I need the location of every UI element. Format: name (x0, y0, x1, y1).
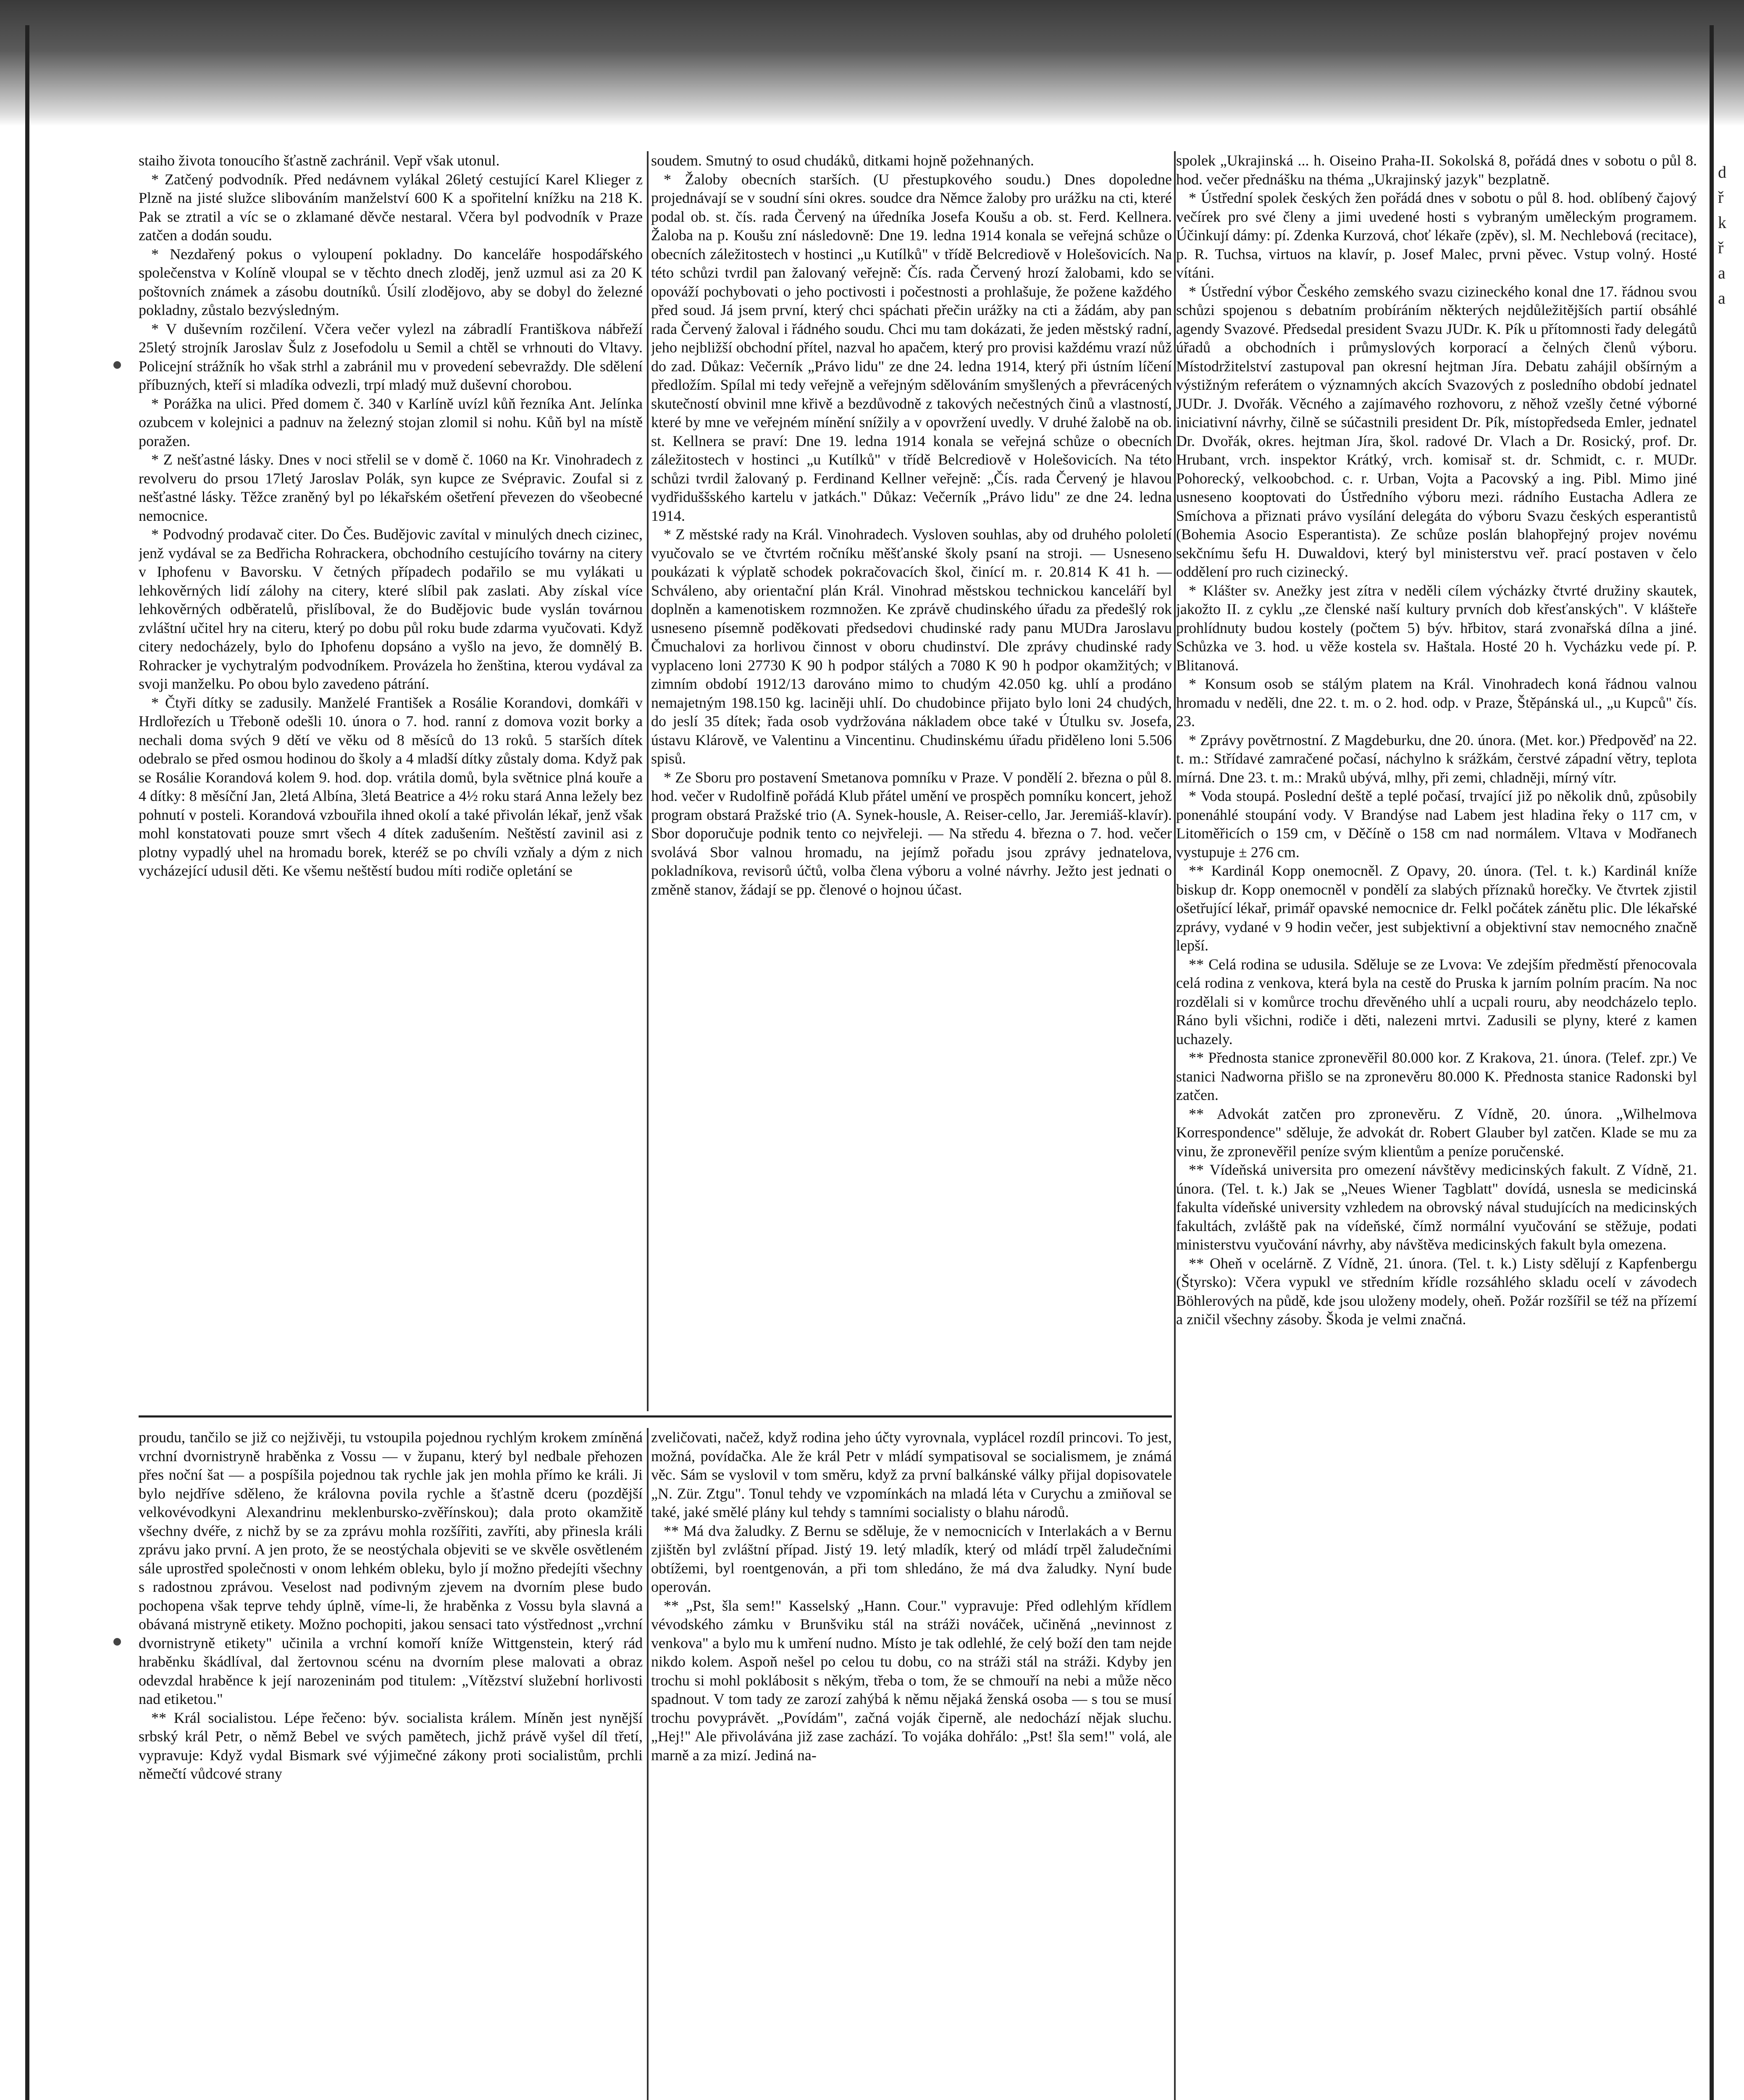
column-1-top (139, 151, 643, 1411)
column-divider-1 (647, 151, 649, 1411)
article-paragraph: * Ústřední spolek českých žen pořádá dnes v sobotu o půl 8. hod. oblíbený čajový večírek pro své členy a jimi uvedené hosti s vybraným uměleckým programem. Účinkují dámy: pí. Zdenka Kurzová, choť lékaře (zpěv), sl. M. Nechlebová (recitace), p. R. Tuchsa, virtuos na klavír, p. Josef Malec, prvni pěvec. Vstup volný. Hosté vítáni. (1176, 189, 1697, 281)
article-paragraph: * Voda stoupá. Poslední deště a teplé počasí, trvající již po několik dnů, způsobily ponenáhlé stoupání vody. V Brandýse nad Labem jest hladina řeky o 117 cm, v Litoměřicích o 159 cm, v Děčíně o 158 cm nad normálem. Vltava v Modřanech vystupuje ± 276 cm. (1176, 788, 1697, 861)
article-paragraph: zveličovati, načež, když rodina jeho účty vyrovnala, vyplácel rozdíl princovi. To jest, možná, povídačka. Ale že král Petr v mládí sympatisoval se socialismem, je známá věc. Sám se vyslovil v tom směru, když za první balkánské války přijal dopisovatele „N. Zür. Ztgu". Tonul tehdy ve vzpomínkách na mladá léta v Curychu a zmiňoval se také, jaké smělé plány kul tehdy s tamními socialisty o blahu národů. (651, 1429, 1172, 1520)
edge-glyph: k (1718, 213, 1726, 232)
article-paragraph: * Podvodný prodavač citer. Do Čes. Budějovic zavítal v minulých dnech cizinec, jenž vydával se za Bedřicha Rohrackera, obchodního cestujícího továrny na citery v Iphofenu v Bavorsku. V četných případech podařilo se mu vylákati u lehkověrných lidí zálohy na citery, které slíbil pak zaslati. Aby získal více lehkověrných odběratelů, přislíboval, že do Budějovic bude vyslán továrnou zvláštní učitel hry na citeru, který po dobu půl roku bude zdarma vyučovati. Když citery nedocházely, bylo do Iphofenu dopsáno a vyšlo na jevo, že domnělý B. Rohracker je vychytralým podvodníkem. Provázela ho ženština, kterou vydával za svoji manželku. Po obou bylo zavedeno pátrání. (139, 526, 643, 692)
edge-glyph: ř (1718, 188, 1724, 207)
article-paragraph: ** Má dva žaludky. Z Bernu se sděluje, že v nemocnicích v Interlakách a v Bernu zjištěn byl zvláštní případ. Jistý 19. letý mladík, který od mládí trpěl žaludečními obtížemi, byl roentgenován, a při tom shledáno, že má dva žaludky. Nyní bude operován. (651, 1522, 1172, 1595)
article-paragraph: ** Celá rodina se udusila. Sděluje se ze Lvova: Ve zdejším předměstí přenocovala celá rodina z venkova, která byla na cestě do Pruska k jarním polním pracím. Na noc rozdělali si v komůrce trochu dřevěného uhlí a ucpali rouru, aby neodcházelo teplo. Ráno byli všichni, rodiče i děti, nalezeni mrtvi. Zadusili se plyny, které z kamen uchazely. (1176, 956, 1697, 1047)
article-paragraph: * Ze Sboru pro postavení Smetanova pomníku v Praze. V pondělí 2. března o půl 8. hod. večer v Rudolfině pořádá Klub přátel umění ve prospěch pomníku koncert, jehož program obstará Pražské trio (A. Synek-housle, A. Reiser-cello, Jar. Jeremiáš-klavír). Sbor doporučuje podnik tento co nejvřeleji. — Na středu 4. března o 7. hod. večer svolává Sbor valnou hromadu, na jejímž pořadu jsou zprávy jednatelova, pokladníkova, revisorů účtů, volba člena výboru a volné návrhy. Ježto jest jednati o změně stanov, žádají se pp. členové o hojnou účast. (651, 769, 1172, 898)
margin-mark (113, 361, 121, 369)
column-divider-2 (1174, 151, 1176, 2100)
article-paragraph: soudem. Smutný to osud chudáků, ditkami hojně požehnaných. (651, 152, 1034, 169)
article-paragraph: ** Kardinál Kopp onemocněl. Z Opavy, 20. února. (Tel. t. k.) Kardinál kníže biskup dr. Kopp onemocněl v pondělí za slabých příznaků horečky. Ve čtvrtek zjistil ošetřující lékař, primář opavské nemocnice dr. Felkl počátek zánětu plic. Dle lékařské zprávy, vydané v 9 hodin večer, jest subjektivní a objektivní stav nemocného značně lepší. (1176, 862, 1697, 954)
article-paragraph: ** Vídeňská universita pro omezení návštěvy medicinských fakult. Z Vídně, 21. února. (Tel. t. k.) Jak se „Neues Wiener Tagblatt" dovídá, usnesla se medicinská fakulta vídeňské university vzhledem na obrovský nával studujících na medicinských fakultách, zvláště pak na vídeňské, čímž normální vyučování se stěžuje, podati ministerstvu vyučování návrhy, aby návštěva medicinských fakult byla omezena. (1176, 1161, 1697, 1253)
adjacent-page-edge (1718, 160, 1739, 311)
article-paragraph: * Klášter sv. Anežky jest zítra v neděli cílem výcházky čtvrté družiny skautek, jakožto II. z cyklu „ze členské naší kultury prvních dob křesťanských". V klášteře prohlídnuty budou kostely (počtem 5) býv. hřbitov, stará zvonařská dílna a jiné. Schůzka ve 3. hod. u věže kostela sv. Haštala. Hosté 20 h. Vycházku vede pí. P. Blitanová. (1176, 582, 1697, 674)
article-paragraph: staiho života tonoucího šťastně zachránil. Vepř však utonul. (139, 152, 500, 169)
column-2-top (651, 151, 1172, 1411)
column-3 (1176, 151, 1697, 2100)
article-paragraph: * Z městské rady na Král. Vinohradech. Vysloven souhlas, aby od druhého pololetí vyučovalo se ve čtvrtém ročníku měšťanské školy psaní na stroji. — Usneseno poukázati k výplatě schodek pokračovacích škol, činící m. r. 20.814 K 41 h. — Schváleno, aby orientační plán Král. Vinohrad městskou technickou kanceláří byl doplněn a kamenotiskem rozmnožen. Ke zprávě chudinského úřadu za předešlý rok usneseno písemně poděkovati předsedovi chudinské rady panu MUDra Jaroslavu Čmuchalovi za horlivou činnost v oboru chudinství. Dle zprávy chudinské rady vyplaceno loni 27730 K 90 h podpor stálých a 7080 K 90 h podpor okamžitých; v zimním období 1912/13 darováno mimo to chudým 42.050 kg. uhlí a prodáno nemajetným 198.150 kg. laciněji uhlí. Do chudobince přijato bylo loni 24 chudých, do jeslí 35 dítek; řada osob vydržována nákladem obce také v Útulku sv. Josefa, ústavu Klárově, ve Valentinu a Vincentinu. Chudinskému úřadu přiděleno loni 5.506 spisů. (651, 526, 1172, 767)
margin-mark (113, 1638, 121, 1646)
article-paragraph: * Konsum osob se stálým platem na Král. Vinohradech koná řádnou valnou hromadu v neděli, dne 22. t. m. o 2. hod. odp. v Praze, Štěpánská ul., „u Kupců" čís. 23. (1176, 675, 1697, 730)
article-paragraph: * Z nešťastné lásky. Dnes v noci střelil se v domě č. 1060 na Kr. Vinohradech z revolveru do prsou 17letý Jaroslav Polák, syn kupce ze Svépravic. Zoufal si z nešťastné lásky. Těžce zraněný byl po lékařském ošetření převezen do všeobecné nemocnice. (139, 451, 643, 524)
article-paragraph: * Zprávy povětrnostní. Z Magdeburku, dne 20. února. (Met. kor.) Předpověď na 22. t. m.: Střídavé zamračené počasí, náchylno k srážkám, čerstvé západní větry, teplota mírná. Dne 23. t. m.: Mraků ubývá, mlhy, při zemi, chladněji, mírný vítr. (1176, 731, 1697, 786)
article-paragraph: * V duševním rozčilení. Včera večer vylezl na zábradlí Františkova nábřeží 25letý strojník Jaroslav Šulz z Josefodolu u Semil a chtěl se vrhnouti do Vltavy. Policejní strážník ho však strhl a zabránil mu v provedení sebevraždy. Dle sdělení příbuzných, kteří si mladíka odvezli, trpí mladý muž duševní chorobou. (139, 320, 643, 393)
article-paragraph: proudu, tančilo se již co nejživěji, tu vstoupila pojednou rychlým krokem zmíněná vrchní dvornistryně hraběnka z Vossu — v županu, který byl nedbale přehozen přes noční šat — a pospíšila pojednou tak rychle jak jen mohla přímo ke králi. Ji bylo nejdříve sděleno, že královna povila rychle a šťastně dceru (pozdější velkovévodkyni Alexandrinu meklenbursko-zvěřínskou); dala proto okamžitě všechny dvéře, z nichž by se za zprávu mohla rozšířiti, zavříti, aby přinesla králi zprávu jako první. A jen proto, že se neostýchala objeviti se ve skvěle osvětleném sále uprostřed společnosti v onom lehkém obleku, bylo jí možno předejíti všechny s radostnou zprávou. Veselost nad podivným zjevem na dvorním plese budo pochopena však teprve tehdy úplně, víme-li, že hraběnka z Vossu byla slavná a obávaná mistryně etikety. Možno pochopiti, jakou sensaci tato výstřednost „vrchní dvornistryně etikety" učinila a vrchní komoří kníže Wittgenstein, který rád hraběnku škádlíval, dal žertovnou scénu na dvorním plese malovati a obraz odevzdal hraběnce k její narozeninám pod titulem: „Vítězství služební horlivosti nad etiketou." (139, 1429, 643, 1707)
edge-glyph: a (1718, 263, 1726, 282)
feuilleton-rule (139, 1415, 1172, 1418)
column-1-bottom (139, 1428, 643, 2100)
article-paragraph: * Žaloby obecních starších. (U přestupkového soudu.) Dnes dopoledne projednávají se v soudní síni okres. soudce dra Němce žaloby pro urážku na cti, které podal ob. st. čís. rada Červený na úředníka Josefa Koušu a ob. st. Ferd. Kellnera. Žaloba na p. Koušu zní následovně: Dne 19. ledna 1914 konala se veřejná schůze o obecních záležitostech v hostinci „u Kutílků" v třídě Belcrediově v Holešovicích. Na této schůzi tvrdil pan žalovaný veřejně: Čís. rada Červený hrozí žalobami, kdo se opováží pochybovati o jeho poctivosti i počestnosti a prohlašuje, že požene každého před soud. Já jsem první, který chci spáchati přečin urážky na cti a žádám, aby pan rada Červený žaloval i řádného soudu. Chci mu tam dokázati, že jeden městský radní, jeho nejbližší obchodní přítel, nazval ho apačem, který pro provisi každému vrazí nůž do zad. Důkaz: Večerník „Právo lidu" ze dne 24. ledna 1914, který při ústním líčení předložím. Spílal mi tedy veřejně a veřejným sdělováním smyšlených a převrácených skutečností obvinil mne křivě a bezdůvodně z takových nečestných činů a vlastností, které by mne ve veřejném mínění snížily a v opovržení uvedly. V druhé žalobě na ob. st. Kellnera se praví: Dne 19. ledna 1914 konala se veřejná schůze o obecních záležitostech v hostinci „u Kutílků" v třídě Belcrediově v Holešovicích. Na této schůzi tvrdil žalovaný p. Ferdinand Kellner veřejně: „Čís. rada Červený je hlavou vydřiduššského kartelu v jatkách." Důkaz: Večerník „Právo lidu" ze dne 24. ledna 1914. (651, 171, 1172, 524)
column-2-bottom (651, 1428, 1172, 2100)
article-paragraph: ** Král socialistou. Lépe řečeno: býv. socialista králem. Míněn jest nynější srbský král Petr, o němž Bebel ve svých pamětech, jichž právě vyšel díl třetí, vypravuje: Když vydal Bismark své výjimečné zákony proti socialistům, prchli němečtí vůdcové strany (139, 1709, 643, 1782)
article-paragraph: * Čtyři dítky se zadusily. Manželé František a Rosálie Korandovi, domkáři v Hrdlořezích u Třeboně odešli 10. února o 7. hod. ranní z domova vozit borky a nechali doma svých 9 dětí ve věku od 8 měsíců do 13 roků. 5 starších dítek odebralo se před osmou hodinou do školy a 4 mladší dítky zůstaly doma. Když pak se Rosálie Korandová kolem 9. hod. dop. vrátila domů, byla světnice plná kouře a 4 dítky: 8 měsíční Jan, 2letá Albína, 3letá Beatrice a 4½ roku stará Anna ležely bez pohnutí v posteli. Korandová vzbouřila ihned okolí a také přivolán lékař, jenž však mohl konstatovati pouze smrt všech 4 dítek zadušením. Neštěstí zavinil asi z plotny vypadlý uhel na hromadu borek, kteréž se po chvíli vzňaly a dým z nich vycházející udusil děti. Ke všemu neštěstí budou míti rodiče opletání se (139, 694, 643, 879)
article-paragraph: ** Přednosta stanice zpronevěřil 80.000 kor. Z Krakova, 21. února. (Telef. zpr.) Ve stanici Nadworna přišlo se na zpronevěru 80.000 K. Přednosta stanice Radonski byl zatčen. (1176, 1049, 1697, 1103)
article-paragraph: ** Oheň v ocelárně. Z Vídně, 21. února. (Tel. t. k.) Listy sdělují z Kapfenbergu (Štyrsko): Včera vypukl ve středním křídle rozsáhlého skladu ocelí v závodech Böhlerových na půdě, kde jsou uloženy modely, oheň. Požár rozšířil se též na přízemí a zničil všechny zásoby. Škoda je velmi značná. (1176, 1255, 1697, 1328)
article-paragraph: * Nezdařený pokus o vyloupení pokladny. Do kanceláře hospodářského společenstva v Kolíně vloupal se v těchto dnech zloděj, jenž uzmul asi za 20 K poštovních známek a zásobu doutníků. Úsilí zlodějovo, aby se dobyl do železné pokladny, zůstalo bezvýsledným. (139, 245, 643, 318)
edge-glyph: d (1718, 163, 1726, 181)
article-paragraph: spolek „Ukrajinská ... h. Oiseino Praha-II. Sokolská 8, pořádá dnes v sobotu o půl 8. hod. večer přednášku na théma „Ukrajinský jazyk" bezplatně. (1176, 152, 1697, 188)
article-paragraph: * Ústřední výbor Českého zemského svazu cizineckého konal dne 17. řádnou svou schůzi spojenou s debatním probíráním některých nejdůležitějších partií obsáhlé agendy Svazové. Předsedal president Svazu JUDr. K. Pík u přítomnosti řady delegátů úřadů a obchodních i průmyslových korporací a čelných členů výboru. Místodržitelství zastupoval pan okresní hejtman Jíra. Debatu zahájil obšírným a výstižným referátem o významných akcích Svazových z posledního období jednatel JUDr. J. Dvořák. Věcného a zajímavého rozhovoru, z něhož vzešly četné výborné iniciativní návrhy, čilně se súčastnili president Dr. Pík, místopředseda Emler, jednatel Dr. Dvořák, okres. hejtman Jíra, škol. radové Dr. Vlach a Dr. Rosický, prof. Dr. Hrubant, vrch. inspektor Krátký, vrch. komisař st. dr. Schmidt, c. r. MUDr. Pohorecký, velkoobchod. c. r. Urban, Vojta a Pacovský a ing. Pibl. Mimo jiné usneseno kooptovati do Ústředního výboru mezi. rádního Eustacha Adlera ze Smíchova a přiznati právo vysílání delegáta do výboru Svazu českých esperantistů (Bohemia Asocio Esperantista). Ze schůze poslán blahopřejný projev novému sekčnímu šefu H. Duwaldovi, který byl ministerstvu veř. prací postaven v čelo oddělení pro ruch cizinecký. (1176, 283, 1697, 580)
article-paragraph: * Porážka na ulici. Před domem č. 340 v Karlíně uvízl kůň řezníka Ant. Jelínka ozubcem v kolejnici a padnuv na železný stojan zlomil si nohu. Kůň byl na místě poražen. (139, 395, 643, 449)
article-paragraph: * Zatčený podvodník. Před nedávnem vylákal 26letý cestující Karel Klieger z Plzně na jisté služce slibováním manželství 600 K a spořitelní knížku na 218 K. Pak se ztratil a víc se o zklamané děvče nestaral. Včera byl podvodník v Praze zatčen a dodán soudu. (139, 171, 643, 244)
article-paragraph: ** Advokát zatčen pro zpronevěru. Z Vídně, 20. února. „Wilhelmova Korrespondence" sděluje, že advokát dr. Robert Glauber byl zatčen. Klade se mu za vinu, že zpronevěřil peníze svým klientům a peníze poručenské. (1176, 1105, 1697, 1160)
edge-glyph: a (1718, 289, 1726, 307)
article-paragraph: ** „Pst, šla sem!" Kasselský „Hann. Cour." vypravuje: Před odlehlým křídlem vévodského zámku v Brunšviku stál na stráži nováček, učiněná „nevinnost z venkova" a bylo mu k umření nudno. Místo je tak odlehlé, že celý boží den tam nejde nikdo kolem. Aspoň nešel po celou tu dobu, co na stráži stál na stráži. Kdyby jen trochu si mohl poklábosit s někým, třeba o tom, že se chmouří na nebi a může něco spadnout. V tom tady ze zarozí zahýbá k němu nějaká ženská osoba — s tou se musí trochu povyprávět. „Povídám", začná voják čiperně, ale nedochází nějak sluchu. „Hej!" Ale přivolávána již zase zachází. To vojáka dohřálo: „Pst! šla sem!" volá, ale marně a za mizí. Jediná na- (651, 1597, 1172, 1764)
edge-glyph: ř (1718, 238, 1724, 257)
column-divider-bottom (647, 1428, 649, 2100)
